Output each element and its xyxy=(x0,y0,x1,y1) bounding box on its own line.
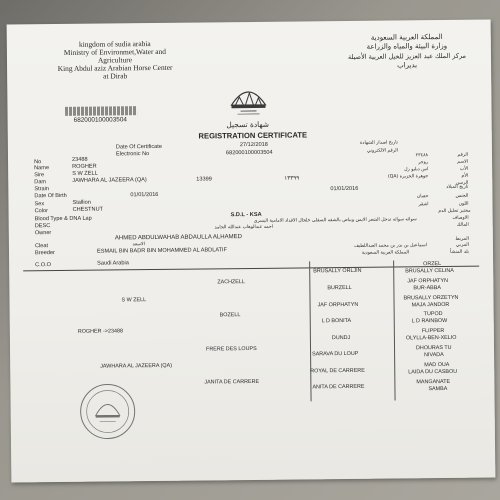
field-value-dam: JAWHARA AL JAZEERA (QA) xyxy=(72,177,147,184)
field-value-blood-type: S.D.L - KSA xyxy=(230,211,262,219)
pedigree-gen2-2: BOZELL xyxy=(219,312,241,319)
field-value-ar-owner: احمد عبدالوهاب عبدالله الحامد xyxy=(214,224,273,231)
pedigree-gen4-10: OLYLLA-BEN-XELIO xyxy=(405,334,457,342)
field-value-dam-number-ar: ١٣٣٩٩ xyxy=(284,175,300,182)
field-label-ar-coo: بلد المنشأ xyxy=(450,249,470,255)
field-value-color: CHESTNUT xyxy=(72,206,104,213)
pedigree-gen4-2: BRUSALLY CELINA xyxy=(405,267,454,275)
field-label-ar-desc: الاوصاف xyxy=(452,215,469,221)
field-label-sire: Sire xyxy=(34,172,45,179)
field-value-ar-sire: اس دبليو زل xyxy=(404,167,429,173)
field-label-ar-name: الاسم xyxy=(457,159,469,165)
field-label-ar-blood-type: مختبر تحليل الدم xyxy=(438,208,471,215)
pedigree-gen4-7: TUPOD xyxy=(423,310,443,318)
pedigree-gen4-4: BUR-ABBA xyxy=(413,285,441,292)
title-english: REGISTRATION CERTIFICATE xyxy=(198,130,308,141)
pedigree-gen3-4: L D BONITA xyxy=(321,317,352,325)
pedigree-gen2-3: FRERE DES LOUPS xyxy=(205,345,257,353)
field-label-dam: Dam xyxy=(34,179,47,186)
pedigree-dam: JAWHARA AL JAZEERA (QA) xyxy=(100,362,173,370)
field-label-name: Name xyxy=(34,165,50,172)
electronic-no-label: Electronic No xyxy=(115,151,150,158)
field-label-ar-strain: الرسن xyxy=(455,180,469,186)
field-value-ar-desc: سوائه سوائه تدخل الشعر الايمن وبياض بالشفه السفلى خلخال الاقداد الامامية اليسرى xyxy=(253,217,417,224)
field-value-sire: S W ZELL xyxy=(72,170,98,177)
field-value-sex: Stallion xyxy=(72,199,91,206)
field-value-no: 23488 xyxy=(72,156,88,163)
pedigree-subject: ROGHER ->23488 xyxy=(77,328,123,335)
field-label-ar-sire: الأب xyxy=(459,166,469,172)
field-value-date-of-birth: 01/01/2016 xyxy=(130,191,159,199)
field-label-ar-dam: الأم xyxy=(461,173,469,179)
field-label-ar-color: اللون xyxy=(458,201,469,207)
field-value-ar-dam: جوهرة الجزيرة (QA) xyxy=(387,174,429,180)
header-right-line-1: المملكة العربية السعودية xyxy=(370,32,443,42)
header-right-line-4: بديراب xyxy=(397,61,418,70)
official-seal-icon xyxy=(77,381,138,442)
field-value-breeder: ESMAIL BIN BADR BIN MOHAMMED AL ABDLATIF xyxy=(96,247,228,255)
field-value-ar-no: ٢٣٤٨٨ xyxy=(415,153,429,159)
date-of-certificate-label: Date Of Certificate xyxy=(115,143,162,151)
date-of-certificate-label-ar: تاريخ اصدار الشهادة xyxy=(359,140,398,146)
header-left-line-1: kingdom of sudia arabia xyxy=(78,39,151,49)
pedigree-gen4-3: JAF ORPHATYN xyxy=(407,277,448,285)
field-value-ar-cleat: الاسعد xyxy=(132,242,145,248)
title-arabic: شهادة تسجيل xyxy=(226,119,270,130)
pedigree-sire: S W ZELL xyxy=(121,297,147,304)
field-label-no: No xyxy=(34,159,42,166)
date-of-certificate-value: 27/12/2018 xyxy=(239,141,268,149)
pedigree-gen3-3: JAF ORPHATYN xyxy=(317,301,359,309)
electronic-no-value: 682000100003504 xyxy=(225,149,273,157)
electronic-no-label-ar: الرقم الالكتروني xyxy=(366,148,398,154)
pedigree-divider-gen4 xyxy=(393,261,395,401)
field-label-blood-type: Blood Type & DNA Lap xyxy=(34,215,92,223)
field-value-ar-coo: المملكة العربية السعودية xyxy=(361,250,410,256)
field-value-ar-name: روجر xyxy=(418,160,429,166)
pedigree-gen4-11: DHOURAS TU xyxy=(415,344,452,352)
pedigree-gen3-2: BURZELL xyxy=(327,284,352,292)
field-label-ar-no: الرقم xyxy=(457,152,469,158)
header-right-line-3: مركز الملك عبد العزيز للخيل العربية الأصيلة xyxy=(347,51,467,61)
field-label-owner: Owner xyxy=(34,230,52,237)
field-value-dam-number: 13399 xyxy=(196,176,212,183)
pedigree-gen2-4: JANITA DE CARRERE xyxy=(204,378,260,386)
field-value-coo: Saudi Arabia xyxy=(97,260,129,267)
pedigree-gen3-6: SARAVA DU LOUP xyxy=(312,350,359,358)
registration-certificate-page xyxy=(7,19,496,482)
header-right-line-2: وزارة البيئة والمياه والزراعة xyxy=(366,41,448,51)
field-value-ar-color: اشقر xyxy=(418,202,429,208)
pedigree-divider-gen3 xyxy=(309,261,311,401)
horse-center-logo-icon xyxy=(225,75,271,121)
field-label-desc: DESC xyxy=(34,223,51,230)
field-label-coo: C.O.O xyxy=(35,262,52,269)
pedigree-gen2-1: ZACHZELL xyxy=(217,279,245,286)
pedigree-gen4-5: BRUSALLY ORZETYN xyxy=(403,294,459,302)
header-left-line-2: Ministry of Environmet,Water and xyxy=(63,46,166,57)
field-label-ar-date-of-birth: تاريخ الميلاد xyxy=(446,184,469,190)
field-label-ar-owner: المالك xyxy=(456,222,469,228)
field-label-breeder: Breeder xyxy=(34,250,55,257)
pedigree-gen3-5: DUNDJ xyxy=(331,334,351,342)
field-value-ar-date-of-birth: 01/01/2016 xyxy=(330,185,359,193)
field-label-strain: Strain xyxy=(34,186,49,193)
field-value-ar-sex: حصان xyxy=(416,194,429,200)
pedigree-gen4-1: ORZEL xyxy=(423,261,442,268)
pedigree-gen4-8: L D RAINBOW xyxy=(411,317,448,325)
header-left-line-3: Agriculture xyxy=(97,55,133,65)
pedigree-gen4-16: SAMBA xyxy=(428,385,448,393)
pedigree-gen4-14: LAIDA DU CASBOU xyxy=(408,368,458,376)
pedigree-gen3-7: ROYAL DE CARRERE xyxy=(310,367,365,375)
field-label-cleat: Cleat xyxy=(34,243,49,250)
pedigree-gen4-12: NIVADA xyxy=(424,351,444,359)
pedigree-gen4-15: MANGANATE xyxy=(416,378,451,386)
pedigree-gen4-13: MAD OUA xyxy=(424,361,450,369)
pedigree-gen4-9: FLIPPER xyxy=(421,327,445,335)
field-value-owner: AHMED ABDULWAHAB ABDAULLA ALHAMED xyxy=(114,234,242,242)
field-label-sex: Sex xyxy=(34,201,45,208)
pedigree-gen4-6: MAJA JANDOR xyxy=(411,301,450,309)
field-label-ar-sex: الجنس xyxy=(455,193,469,199)
barcode-number: 682000100003504 xyxy=(73,116,127,124)
field-value-name: ROGHER xyxy=(72,163,97,170)
field-value-ar-breeder: اسماعيل بن بدر بن محمد العبداللطيف xyxy=(354,243,427,249)
field-label-color: Color xyxy=(34,208,48,215)
pedigree-gen3-8: ANITA DE CARRERE xyxy=(312,383,365,391)
field-label-ar-cleat: المربط xyxy=(455,236,469,242)
field-label-ar-breeder: المربي xyxy=(455,242,469,248)
pedigree-gen3-1: BRUSALLY ORLJIN xyxy=(313,267,362,275)
header-left-line-5: at Dirab xyxy=(103,71,128,81)
header-left-line-4: King Abdul aziz Arabian Horse Center xyxy=(57,62,173,74)
field-label-date-of-birth: Date Of Birth xyxy=(34,192,67,200)
barcode-icon xyxy=(65,106,137,116)
